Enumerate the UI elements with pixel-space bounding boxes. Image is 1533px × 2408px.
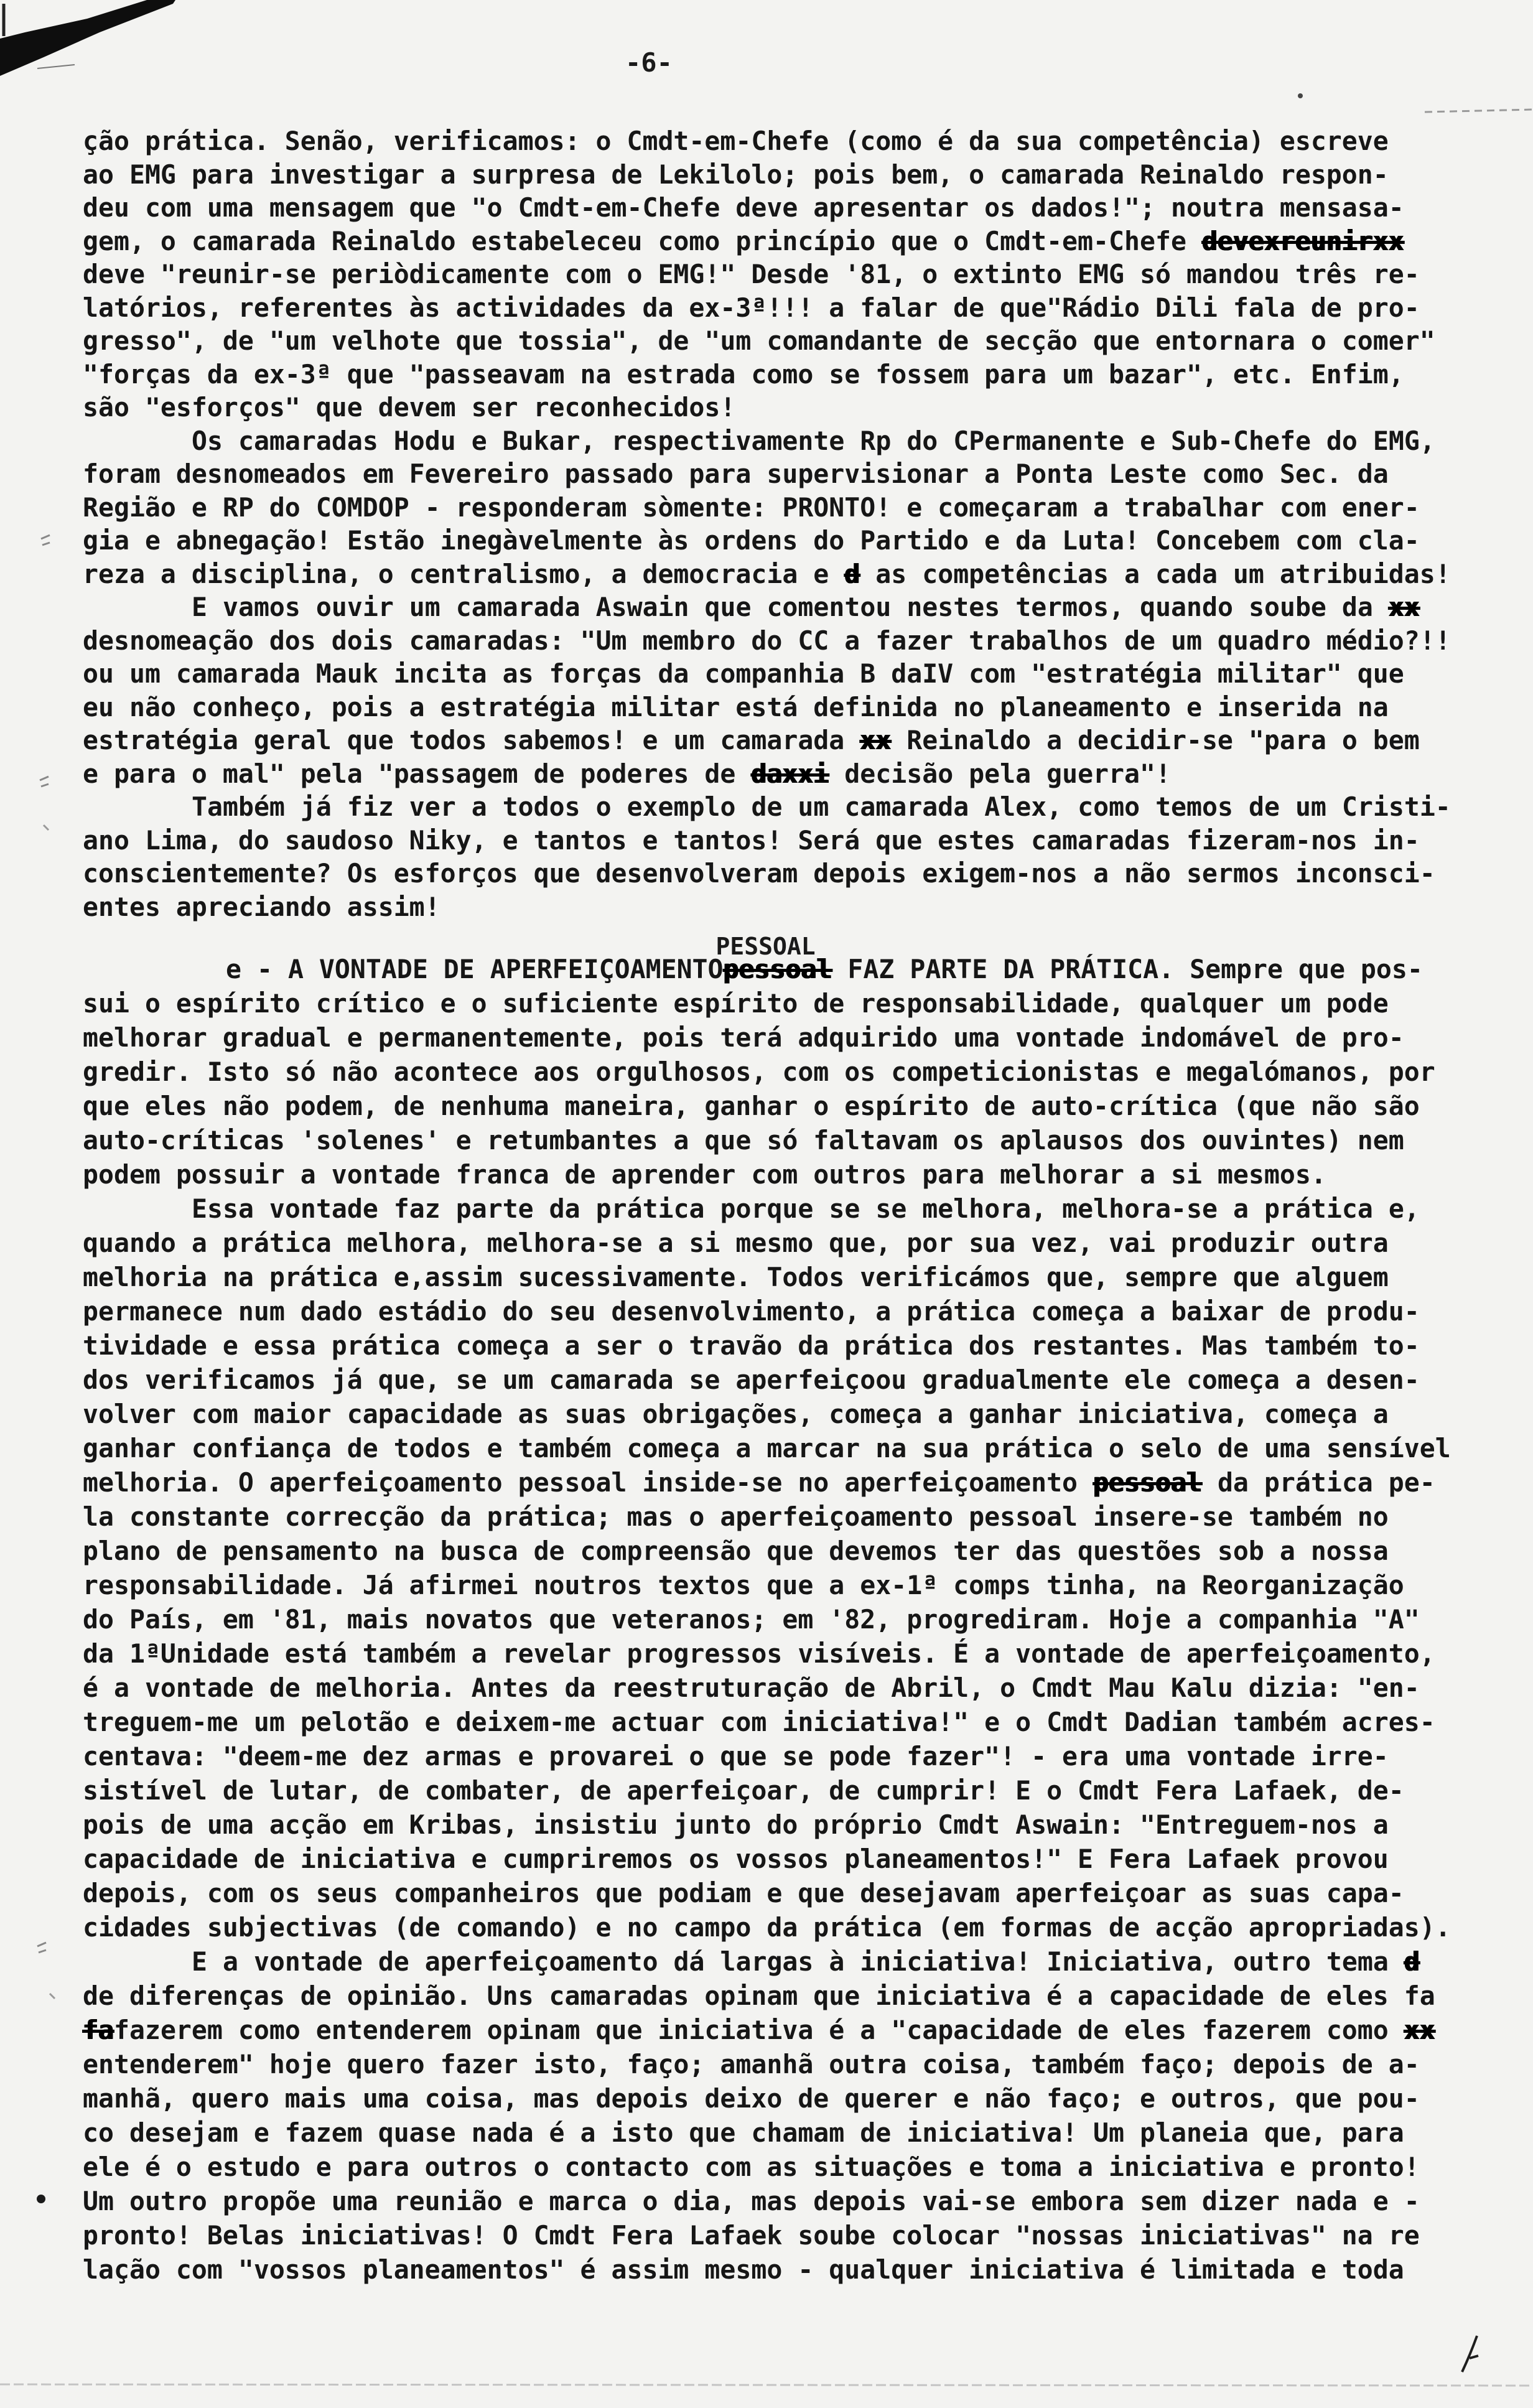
struck-text: xx bbox=[860, 725, 892, 755]
text-line: volver com maior capacidade as suas obrigações, começa a ganhar iniciativa, começa a bbox=[83, 1399, 1389, 1429]
text-line: permanece num dado estádio do seu desenvolvimento, a prática começa a baixar de produ- bbox=[83, 1296, 1420, 1327]
corner-scratch bbox=[37, 65, 75, 68]
text-line: manhã, quero mais uma coisa, mas depois deixo de querer e não faço; e outros, que pou- bbox=[83, 2083, 1420, 2114]
text-line: desnomeação dos dois camaradas: "Um membro do CC a fazer trabalhos de um quadro médio?!! bbox=[83, 625, 1451, 656]
text-line: responsabilidade. Já afirmei noutros textos que a ex-1ª comps tinha, na Reorganização bbox=[83, 1570, 1404, 1600]
text-line: que eles não podem, de nenhuma maneira, ganhar o espírito de auto-crítica (que não são bbox=[83, 1091, 1420, 1121]
text-line: ao EMG para investigar a surpresa de Lekilolo; pois bem, o camarada Reinaldo respon- bbox=[83, 159, 1389, 190]
text-line: Também já fiz ver a todos o exemplo de um camarada Alex, como temos de um Cristi- bbox=[192, 791, 1451, 822]
text-line: é a vontade de melhoria. Antes da reestruturação de Abril, o Cmdt Mau Kalu dizia: "en- bbox=[83, 1673, 1420, 1703]
text-line: foram desnomeados em Fevereiro passado para supervisionar a Ponta Leste como Sec. da bbox=[83, 459, 1389, 489]
text-line bbox=[83, 225, 1514, 258]
text-line: melhorar gradual e permanentemente, pois terá adquirido uma vontade indomável de pro- bbox=[83, 1022, 1404, 1053]
text-line: gia e abnegação! Estão inegàvelmente às ordens do Partido e da Luta! Concebem com cla- bbox=[83, 525, 1420, 556]
text-line: sistível de lutar, de combater, de aperfeiçoar, de cumprir! E o Cmdt Fera Lafaek, de- bbox=[83, 1775, 1404, 1806]
text-line bbox=[83, 1944, 1514, 1979]
text-line: ou um camarada Mauk incita as forças da companhia B daIV com "estratégia militar" que bbox=[83, 658, 1404, 689]
text-line: la constante correcção da prática; mas o aperfeiçoamento pessoal insere-se também no bbox=[83, 1501, 1389, 1532]
struck-text: xx bbox=[1388, 592, 1420, 622]
text-segment: FAZ PARTE DA PRÁTICA. Sempre que pos- bbox=[832, 954, 1423, 984]
text-segment: E a vontade de aperfeiçoamento dá largas à iniciativa! Iniciativa, outro tema bbox=[192, 1946, 1404, 1977]
paragraph bbox=[83, 590, 1514, 790]
paragraph bbox=[83, 790, 1514, 923]
text-line bbox=[83, 2013, 1514, 2047]
section-e bbox=[83, 933, 1514, 2287]
text-segment: e - A VONTADE DE APERFEIÇOAMENTO bbox=[226, 954, 724, 984]
margin-mark bbox=[44, 825, 49, 830]
text-line: treguem-me um pelotão e deixem-me actuar com iniciativa!" e o Cmdt Dadian também acres- bbox=[83, 1707, 1435, 1737]
paragraph bbox=[83, 124, 1514, 424]
margin-mark bbox=[41, 535, 50, 545]
text-segment: e para o mal" pela "passagem de poderes de bbox=[83, 758, 752, 789]
document-body bbox=[83, 124, 1514, 2287]
text-line bbox=[83, 933, 1514, 986]
text-line: ano Lima, do saudoso Niky, e tantos e tantos! Será que estes camaradas fizeram-nos in- bbox=[83, 824, 1420, 856]
margin-mark bbox=[40, 777, 49, 786]
text-line: eu não conheço, pois a estratégia militar está definida no planeamento e inserida na bbox=[83, 691, 1389, 722]
text-line: deve "reunir-se periòdicamente com o EMG!" Desde '81, o extinto EMG só mandou três re- bbox=[83, 259, 1420, 289]
struck-text: daxxi bbox=[751, 758, 829, 789]
struck-text: d bbox=[1404, 1946, 1420, 1977]
bottom-rule bbox=[0, 2384, 1533, 2386]
text-line: depois, com os seus companheiros que podiam e que desejavam aperfeiçoar as suas capa- bbox=[83, 1878, 1404, 1908]
text-line: Um outro propõe uma reunião e marca o dia, mas depois vai-se embora sem dizer nada e - bbox=[83, 2186, 1420, 2216]
text-line: Os camaradas Hodu e Bukar, respectivamente Rp do CPermanente e Sub-Chefe do EMG, bbox=[192, 425, 1435, 456]
typed-correction bbox=[715, 933, 832, 986]
text-line: capacidade de iniciativa e cumpriremos os vossos planeamentos!" E Fera Lafaek provou bbox=[83, 1844, 1389, 1874]
speck bbox=[1298, 93, 1303, 98]
bullet-mark bbox=[37, 2195, 45, 2203]
text-line: ção prática. Senão, verificamos: o Cmdt-em-Chefe (como é da sua competência) escreve bbox=[83, 126, 1389, 156]
paragraph bbox=[83, 424, 1514, 591]
text-line: sui o espírito crítico e o suficiente espírito de responsabilidade, qualquer um pode bbox=[83, 988, 1389, 1019]
text-line: cidades subjectivas (de comando) e no campo da prática (em formas de acção apropriadas). bbox=[83, 1912, 1451, 1943]
text-segment: melhoria. O aperfeiçoamento pessoal inside-se no aperfeiçoamento bbox=[83, 1467, 1094, 1498]
body-text bbox=[83, 124, 1514, 923]
text-line: Essa vontade faz parte da prática porque se se melhora, melhora-se a prática e, bbox=[192, 1193, 1420, 1224]
text-line: de diferenças de opinião. Uns camaradas opinam que iniciativa é a capacidade de eles fa bbox=[83, 1981, 1435, 2011]
insertion-text: PESSOAL bbox=[715, 933, 816, 960]
text-line: dos verificamos já que, se um camarada se aperfeiçoou gradualmente ele começa a desen- bbox=[83, 1365, 1420, 1395]
text-line: gredir. Isto só não acontece aos orgulhosos, com os competicionistas e megalómanos, por bbox=[83, 1057, 1435, 1087]
text-line: lação com "vossos planeamentos" é assim mesmo - qualquer iniciativa é limitada e toda bbox=[83, 2254, 1404, 2285]
text-line: gresso", de "um velhote que tossia", de "um comandante de secção que entornara o comer" bbox=[83, 325, 1435, 356]
paragraph bbox=[83, 1192, 1514, 1944]
struck-text: pessoal bbox=[723, 954, 832, 984]
text-line: ganhar confiança de todos e também começa a marcar na sua prática o selo de uma sensível bbox=[83, 1433, 1451, 1463]
text-line: do País, em '81, mais novatos que veteranos; em '82, progrediram. Hoje a companhia "A" bbox=[83, 1604, 1420, 1635]
text-line: auto-críticas 'solenes' e retumbantes a que só faltavam os aplausos dos ouvintes) nem bbox=[83, 1125, 1404, 1155]
text-line: entenderem" hoje quero fazer isto, faço; amanhã outra coisa, também faço; depois de a- bbox=[83, 2049, 1420, 2079]
text-line: pois de uma acção em Kribas, insistiu junto do próprio Cmdt Aswain: "Entreguem-nos a bbox=[83, 1809, 1389, 1840]
text-line bbox=[83, 1465, 1514, 1500]
text-line: podem possuir a vontade franca de aprender com outros para melhorar a si mesmos. bbox=[83, 1159, 1326, 1190]
text-segment: as competências a cada um atribuidas! bbox=[860, 558, 1451, 589]
text-line bbox=[83, 558, 1514, 591]
text-segment: estratégia geral que todos sabemos! e um camarada bbox=[83, 725, 860, 755]
fold-shadow bbox=[0, 0, 175, 76]
text-line: centava: "deem-me dez armas e provarei o que se pode fazer"! - era uma vontade irre- bbox=[83, 1741, 1389, 1771]
text-line: da 1ªUnidade está também a revelar progressos visíveis. É a vontade de aperfeiçoamento, bbox=[83, 1638, 1435, 1669]
paragraph bbox=[83, 933, 1514, 1192]
text-line: quando a prática melhora, melhora-se a si mesmo que, por sua vez, vai produzir outra bbox=[83, 1228, 1389, 1258]
struck-text: pessoal bbox=[1093, 1467, 1202, 1498]
top-right-dashes bbox=[1425, 110, 1533, 112]
text-segment: da prática pe- bbox=[1201, 1467, 1435, 1498]
page-number: -6- bbox=[625, 47, 673, 78]
text-segment: Reinaldo a decidir-se "para o bem bbox=[891, 725, 1420, 755]
margin-mark bbox=[50, 1994, 55, 1999]
text-segment: E vamos ouvir um camarada Aswain que comentou nestes termos, quando soube da bbox=[192, 592, 1389, 622]
text-segment: reza a disciplina, o centralismo, a democracia e bbox=[83, 558, 845, 589]
text-line: ele é o estudo e para outros o contacto com as situações e toma a iniciativa e pronto! bbox=[83, 2152, 1420, 2182]
struck-text: fa bbox=[83, 2015, 114, 2045]
text-line: conscientemente? Os esforços que desenvolveram depois exigem-nos a não sermos inconsci- bbox=[83, 858, 1435, 889]
text-line: "forças da ex-3ª que "passeavam na estrada como se fossem para um bazar", etc. Enfim, bbox=[83, 358, 1404, 390]
text-line: Região e RP do COMDOP - responderam sòmente: PRONTO! e começaram a trabalhar com ener- bbox=[83, 492, 1420, 523]
pen-mark bbox=[1462, 2336, 1478, 2372]
text-line: deu com uma mensagem que "o Cmdt-em-Chefe deve apresentar os dados!"; noutra mensasa- bbox=[83, 192, 1404, 223]
paragraph bbox=[83, 1944, 1514, 2287]
text-line: são "esforços" que devem ser reconhecidos! bbox=[83, 392, 736, 422]
text-line: entes apreciando assim! bbox=[83, 891, 440, 922]
text-line: plano de pensamento na busca de compreensão que devemos ter das questões sob a nossa bbox=[83, 1536, 1389, 1566]
text-line bbox=[83, 757, 1514, 791]
text-line: co desejam e fazem quase nada é a isto que chamam de iniciativa! Um planeia que, para bbox=[83, 2117, 1404, 2148]
text-line bbox=[83, 590, 1514, 624]
margin-mark bbox=[37, 1943, 46, 1953]
struck-text: devexreunirxx bbox=[1201, 225, 1404, 256]
text-line: melhoria na prática e,assim sucessivamente. Todos verificámos que, sempre que alguem bbox=[83, 1262, 1389, 1292]
text-segment: decisão pela guerra"! bbox=[829, 758, 1171, 789]
text-line: tividade e essa prática começa a ser o travão da prática dos restantes. Mas também to- bbox=[83, 1330, 1420, 1361]
text-segment: gem, o camarada Reinaldo estabeleceu como princípio que o Cmdt-em-Chefe bbox=[83, 225, 1202, 256]
text-segment: fazerem como entenderem opinam que iniciativa é a "capacidade de eles fazerem como bbox=[113, 2015, 1404, 2045]
text-line: latórios, referentes às actividades da ex-3ª!!! a falar de que"Rádio Dili fala de pro- bbox=[83, 292, 1420, 323]
text-line: pronto! Belas iniciativas! O Cmdt Fera Lafaek soube colocar "nossas iniciativas" na re bbox=[83, 2220, 1420, 2251]
struck-text: xx bbox=[1404, 2015, 1435, 2045]
text-line bbox=[83, 724, 1514, 757]
struck-text: d bbox=[844, 558, 860, 589]
